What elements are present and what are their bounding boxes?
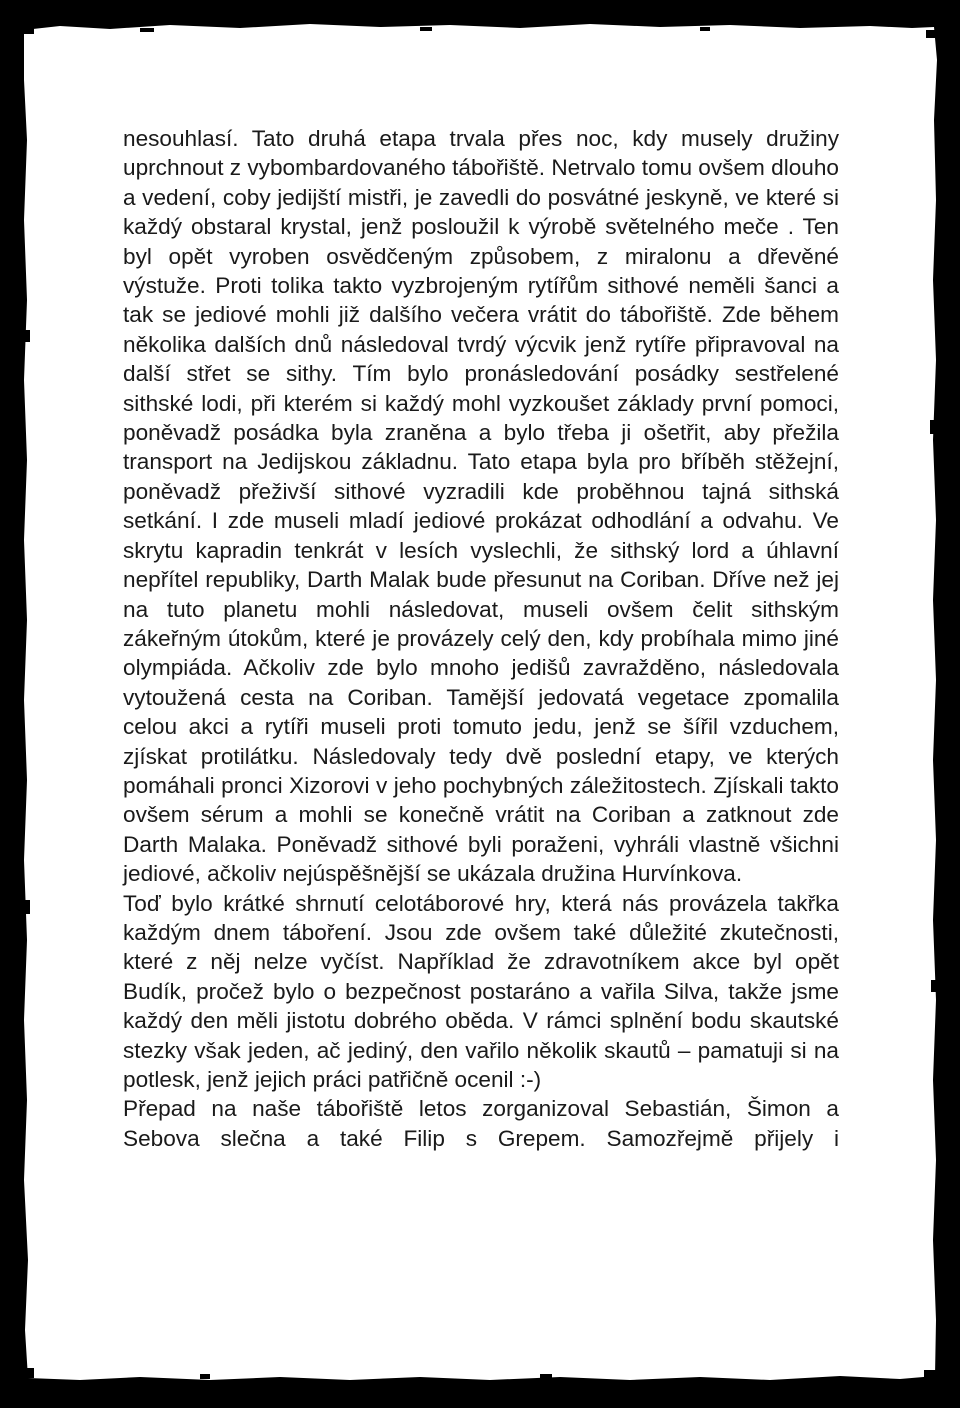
- paragraph-3: Přepad na naše tábořiště letos zorganizoval Sebastián, Šimon a Sebova slečna a také Filip s Grepem. Samozřejmě přijely i: [123, 1096, 839, 1151]
- paragraph-2: Toď bylo krátké shrnutí celotáborové hry, která nás provázela takřka každým dnem táboření. Jsou zde ovšem také důležité zkutečnosti, které z něj nelze vyčíst. Například že zdravotníkem akce byl opět Budík, pročež bylo o bezpečnost postaráno a vařila Silva, takže jsme každý den měli jistotu dobrého oběda. V rámci splnění bodu skautské stezky však jeden, ač jediný, den vařilo několik skautů – pamatuji si na potlesk, jenž jejich práci patřičně ocenil :-): [123, 890, 839, 1092]
- article-text: [123, 124, 839, 1153]
- paragraph-1: nesouhlasí. Tato druhá etapa trvala přes noc, kdy musely družiny uprchnout z vybombardovaného tábořiště. Netrvalo tomu ovšem dlouho a vedení, coby jedijští mistři, je zavedli do posvátné jeskyně, ve které si každý obstaral krystal, jenž posloužil k výrobě světelného meče . Ten byl opět vyroben osvědčeným způsobem, z miralonu a dřevěné výstuže. Proti tolika takto vyzbrojeným rytířům sithové neměli šanci a tak se jediové mohli již dalšího večera vrátit do tábořiště. Zde během několika dalších dnů následoval tvrdý výcvik jenž rytíře připravoval na další střet se sithy. Tím bylo pronásledování posádky sestřelené sithské lodi, při kterém si každý mohl vyzkoušet základy první pomoci, poněvadž posádka byla zraněna a bylo třeba ji ošetřit, aby přežila transport na Jedijskou základnu. Tato etapa byla pro bříběh stěžejní, poněvadž přeživší sithové vyzradili kde proběhnou tajná sithská setkání. I zde museli mladí jediové prokázat odhodlání a odvahu. Ve skrytu kapradin tenkrát v lesích vyslechli, že sithský lord a úhlavní nepřítel republiky, Darth Malak bude přesunut na Coriban. Dříve než jej na tuto planetu mohli následovat, museli ovšem čelit sithským zákeřným útokům, které je provázely celý den, kdy probíhala mimo jiné olympiáda. Ačkoliv zde bylo mnoho jedišů zavražděno, následovala vytoužená cesta na Coriban. Tamější jedovatá vegetace zpomalila celou akci a rytíři museli proti tomuto jedu, jenž se šířil vzduchem, zjískat protilátku. Následovaly tedy dvě poslední etapy, ve kterých pomáhali pronci Xizorovi v jeho pochybných záležitostech. Zjískali takto ovšem sérum a mohli se konečně vrátit na Coriban a zatknout zde Darth Malaka. Poněvadž sithové byli poraženi, vyhráli vlastně všichni jediové, ačkoliv nejúspěšnější se ukázala družina Hurvínkova.: [123, 126, 839, 887]
